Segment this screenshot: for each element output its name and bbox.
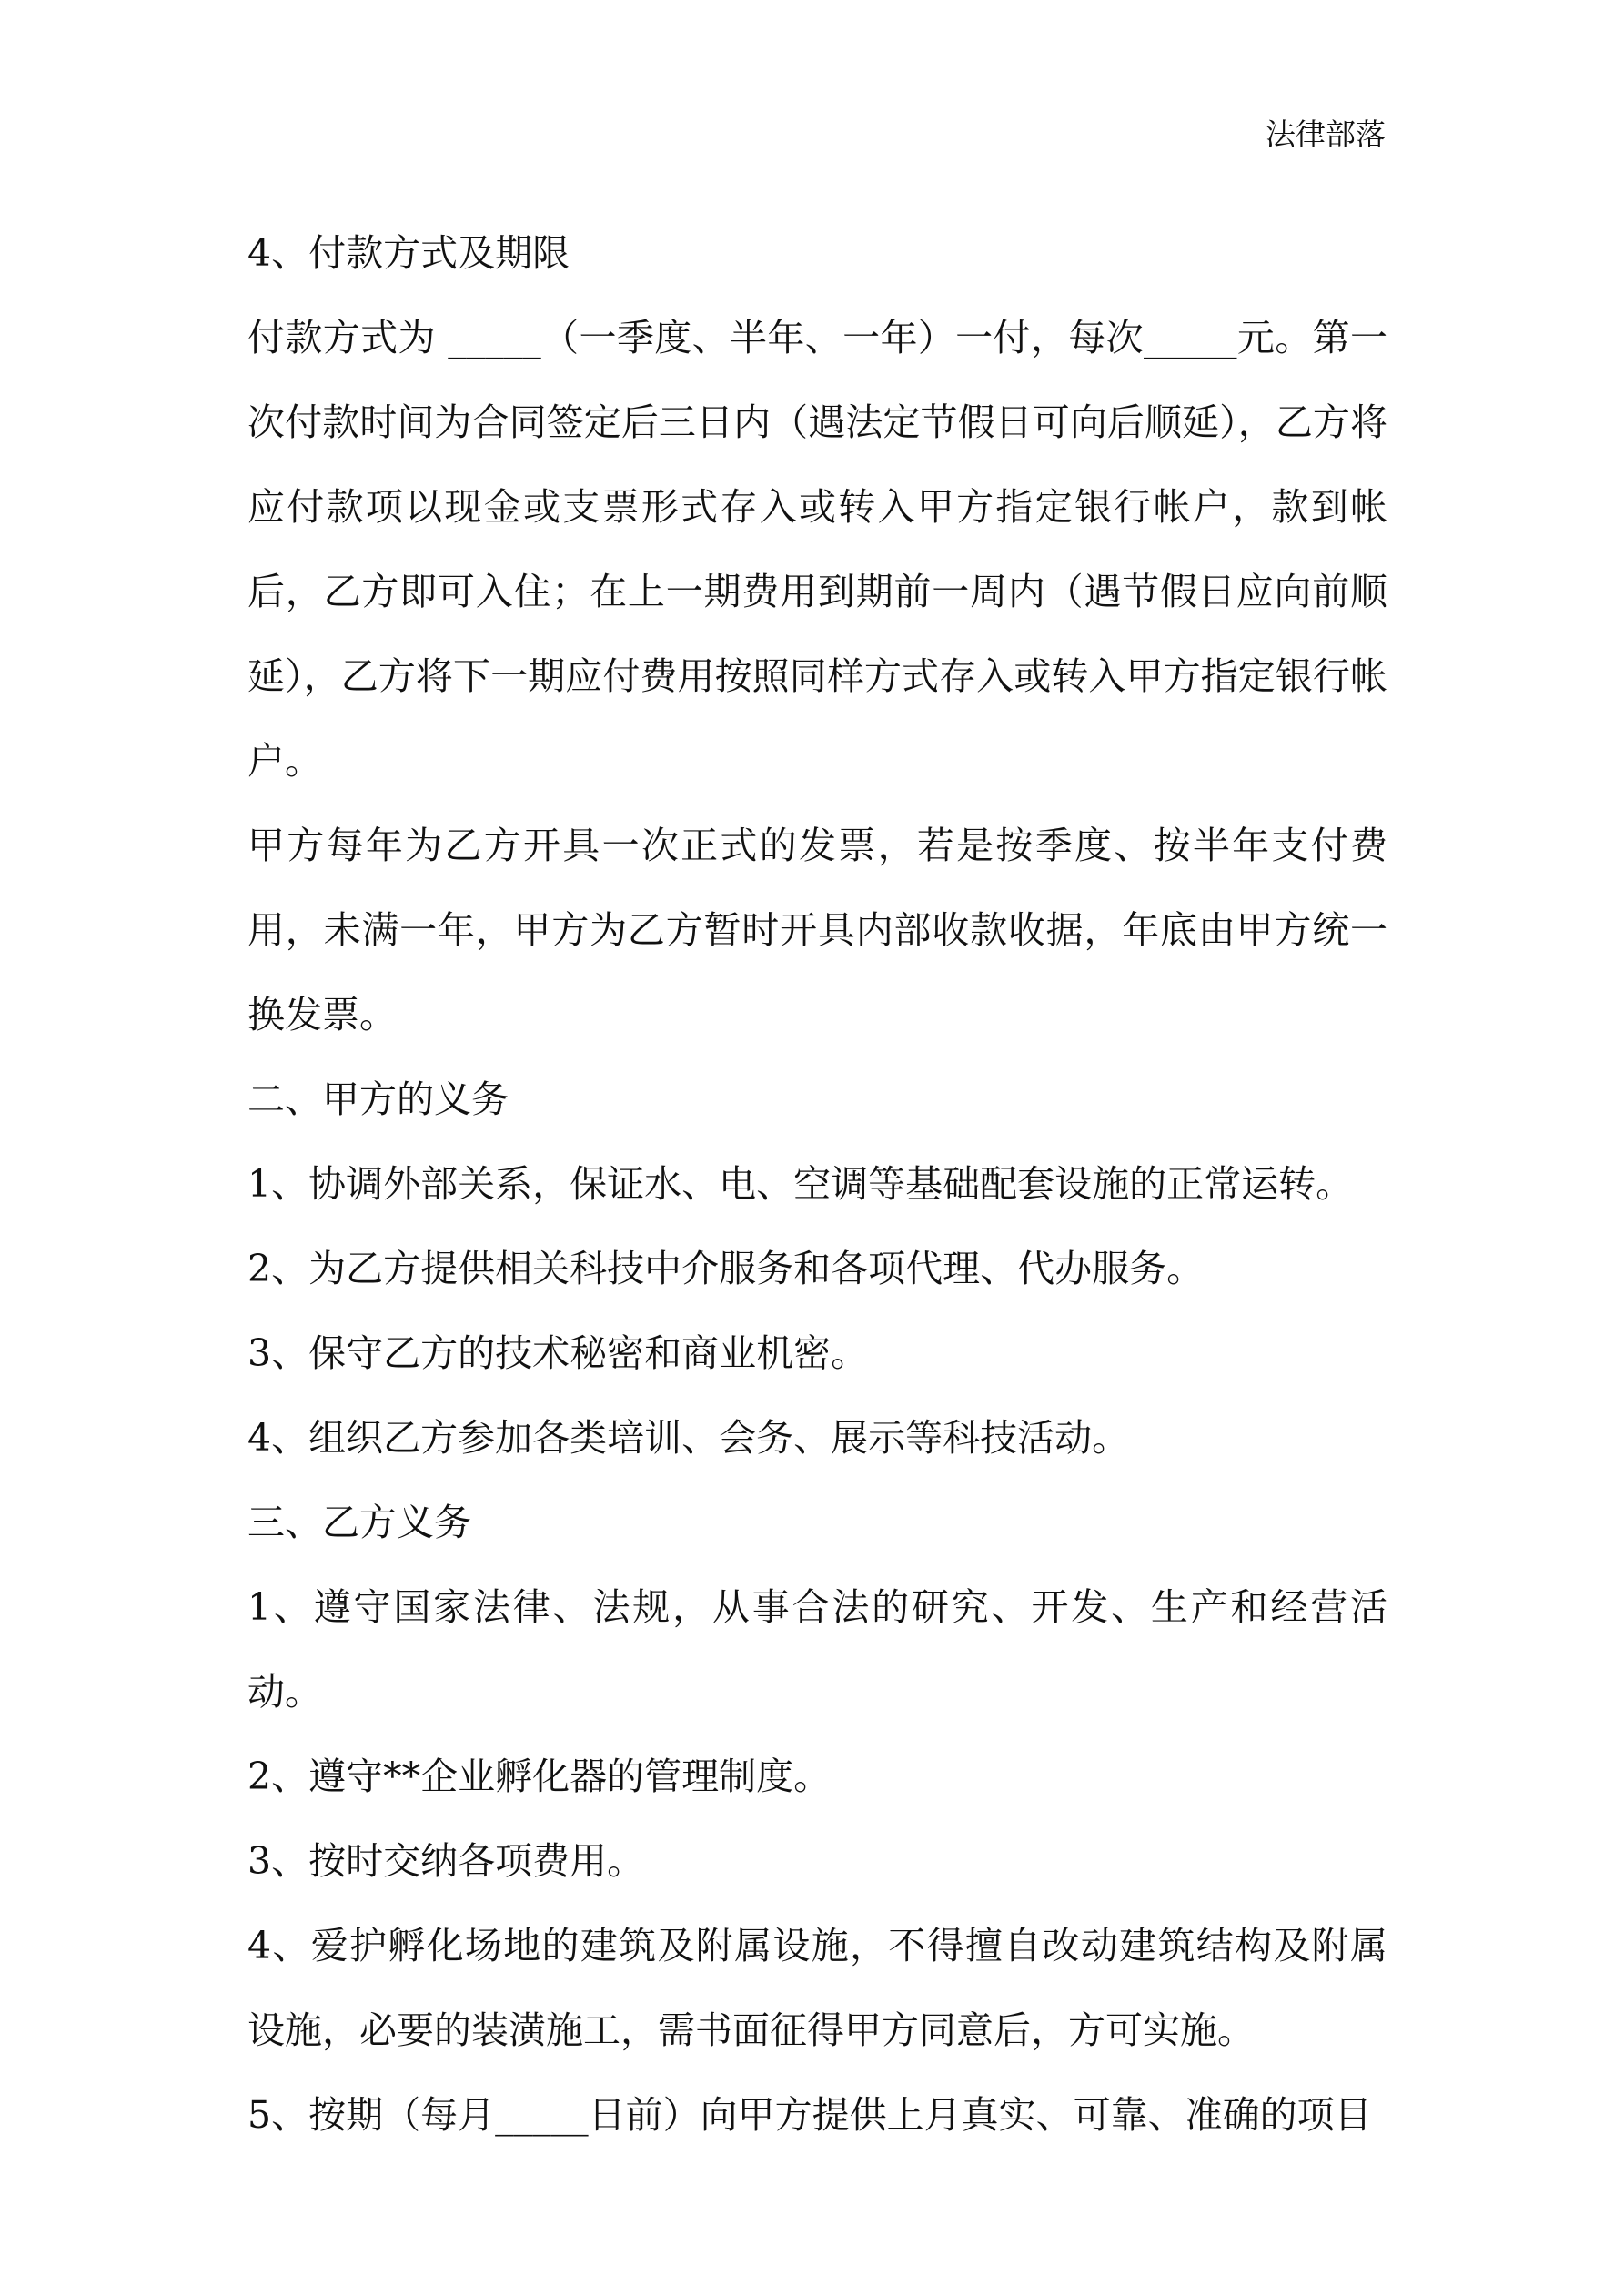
header-source: 法律部落: [1266, 116, 1386, 152]
list-item-party-b-4: 4、爱护孵化场地的建筑及附属设施，不得擅自改动建筑结构及附属设施，必要的装潢施工，需书面征得甲方同意后，方可实施。: [247, 1924, 1387, 2052]
list-item-party-b-3: 3、按时交纳各项费用。: [247, 1839, 645, 1883]
list-item-party-b-5: 5、按期（每月_____日前）向甲方提供上月真实、可靠、准确的项目: [247, 2093, 1372, 2137]
paragraph-invoice: 甲方每年为乙方开具一次正式的发票，若是按季度、按半年支付费用，未满一年，甲方为乙方暂时开具内部收款收据，年底由甲方统一换发票。: [247, 824, 1387, 1037]
section-heading-party-a: 二、甲方的义务: [247, 1077, 509, 1121]
document-body: [247, 211, 1387, 2158]
paragraph-payment-terms: 付款方式为 _____（一季度、半年、一年）一付，每次_____元。第一次付款时间为合同签定后三日内（遇法定节假日可向后顺延），乙方将应付款项以现金或支票形式存入或转入甲方指定银行帐户，款到帐后，乙方即可入住；在上一期费用到期前一周内（遇节假日应向前顺延），乙方将下一期应付费用按照同样方式存入或转入甲方指定银行帐户。: [247, 316, 1387, 783]
list-item-party-a-2: 2、为乙方提供相关科技中介服务和各项代理、代办服务。: [247, 1247, 1205, 1290]
section-heading-party-b: 三、乙方义务: [247, 1501, 471, 1544]
list-item-party-b-1: 1、遵守国家法律、法规，从事合法的研究、开发、生产和经营活动。: [247, 1585, 1387, 1714]
list-item-party-a-4: 4、组织乙方参加各类培训、会务、展示等科技活动。: [247, 1416, 1130, 1460]
list-item-party-a-1: 1、协调外部关系，保证水、电、空调等基础配套设施的正常运转。: [247, 1162, 1354, 1206]
list-item-party-a-3: 3、保守乙方的技术秘密和商业机密。: [247, 1331, 869, 1375]
list-item-party-b-2: 2、遵守**企业孵化器的管理制度。: [247, 1755, 832, 1798]
section-heading-payment: 4、付款方式及期限: [247, 231, 570, 275]
